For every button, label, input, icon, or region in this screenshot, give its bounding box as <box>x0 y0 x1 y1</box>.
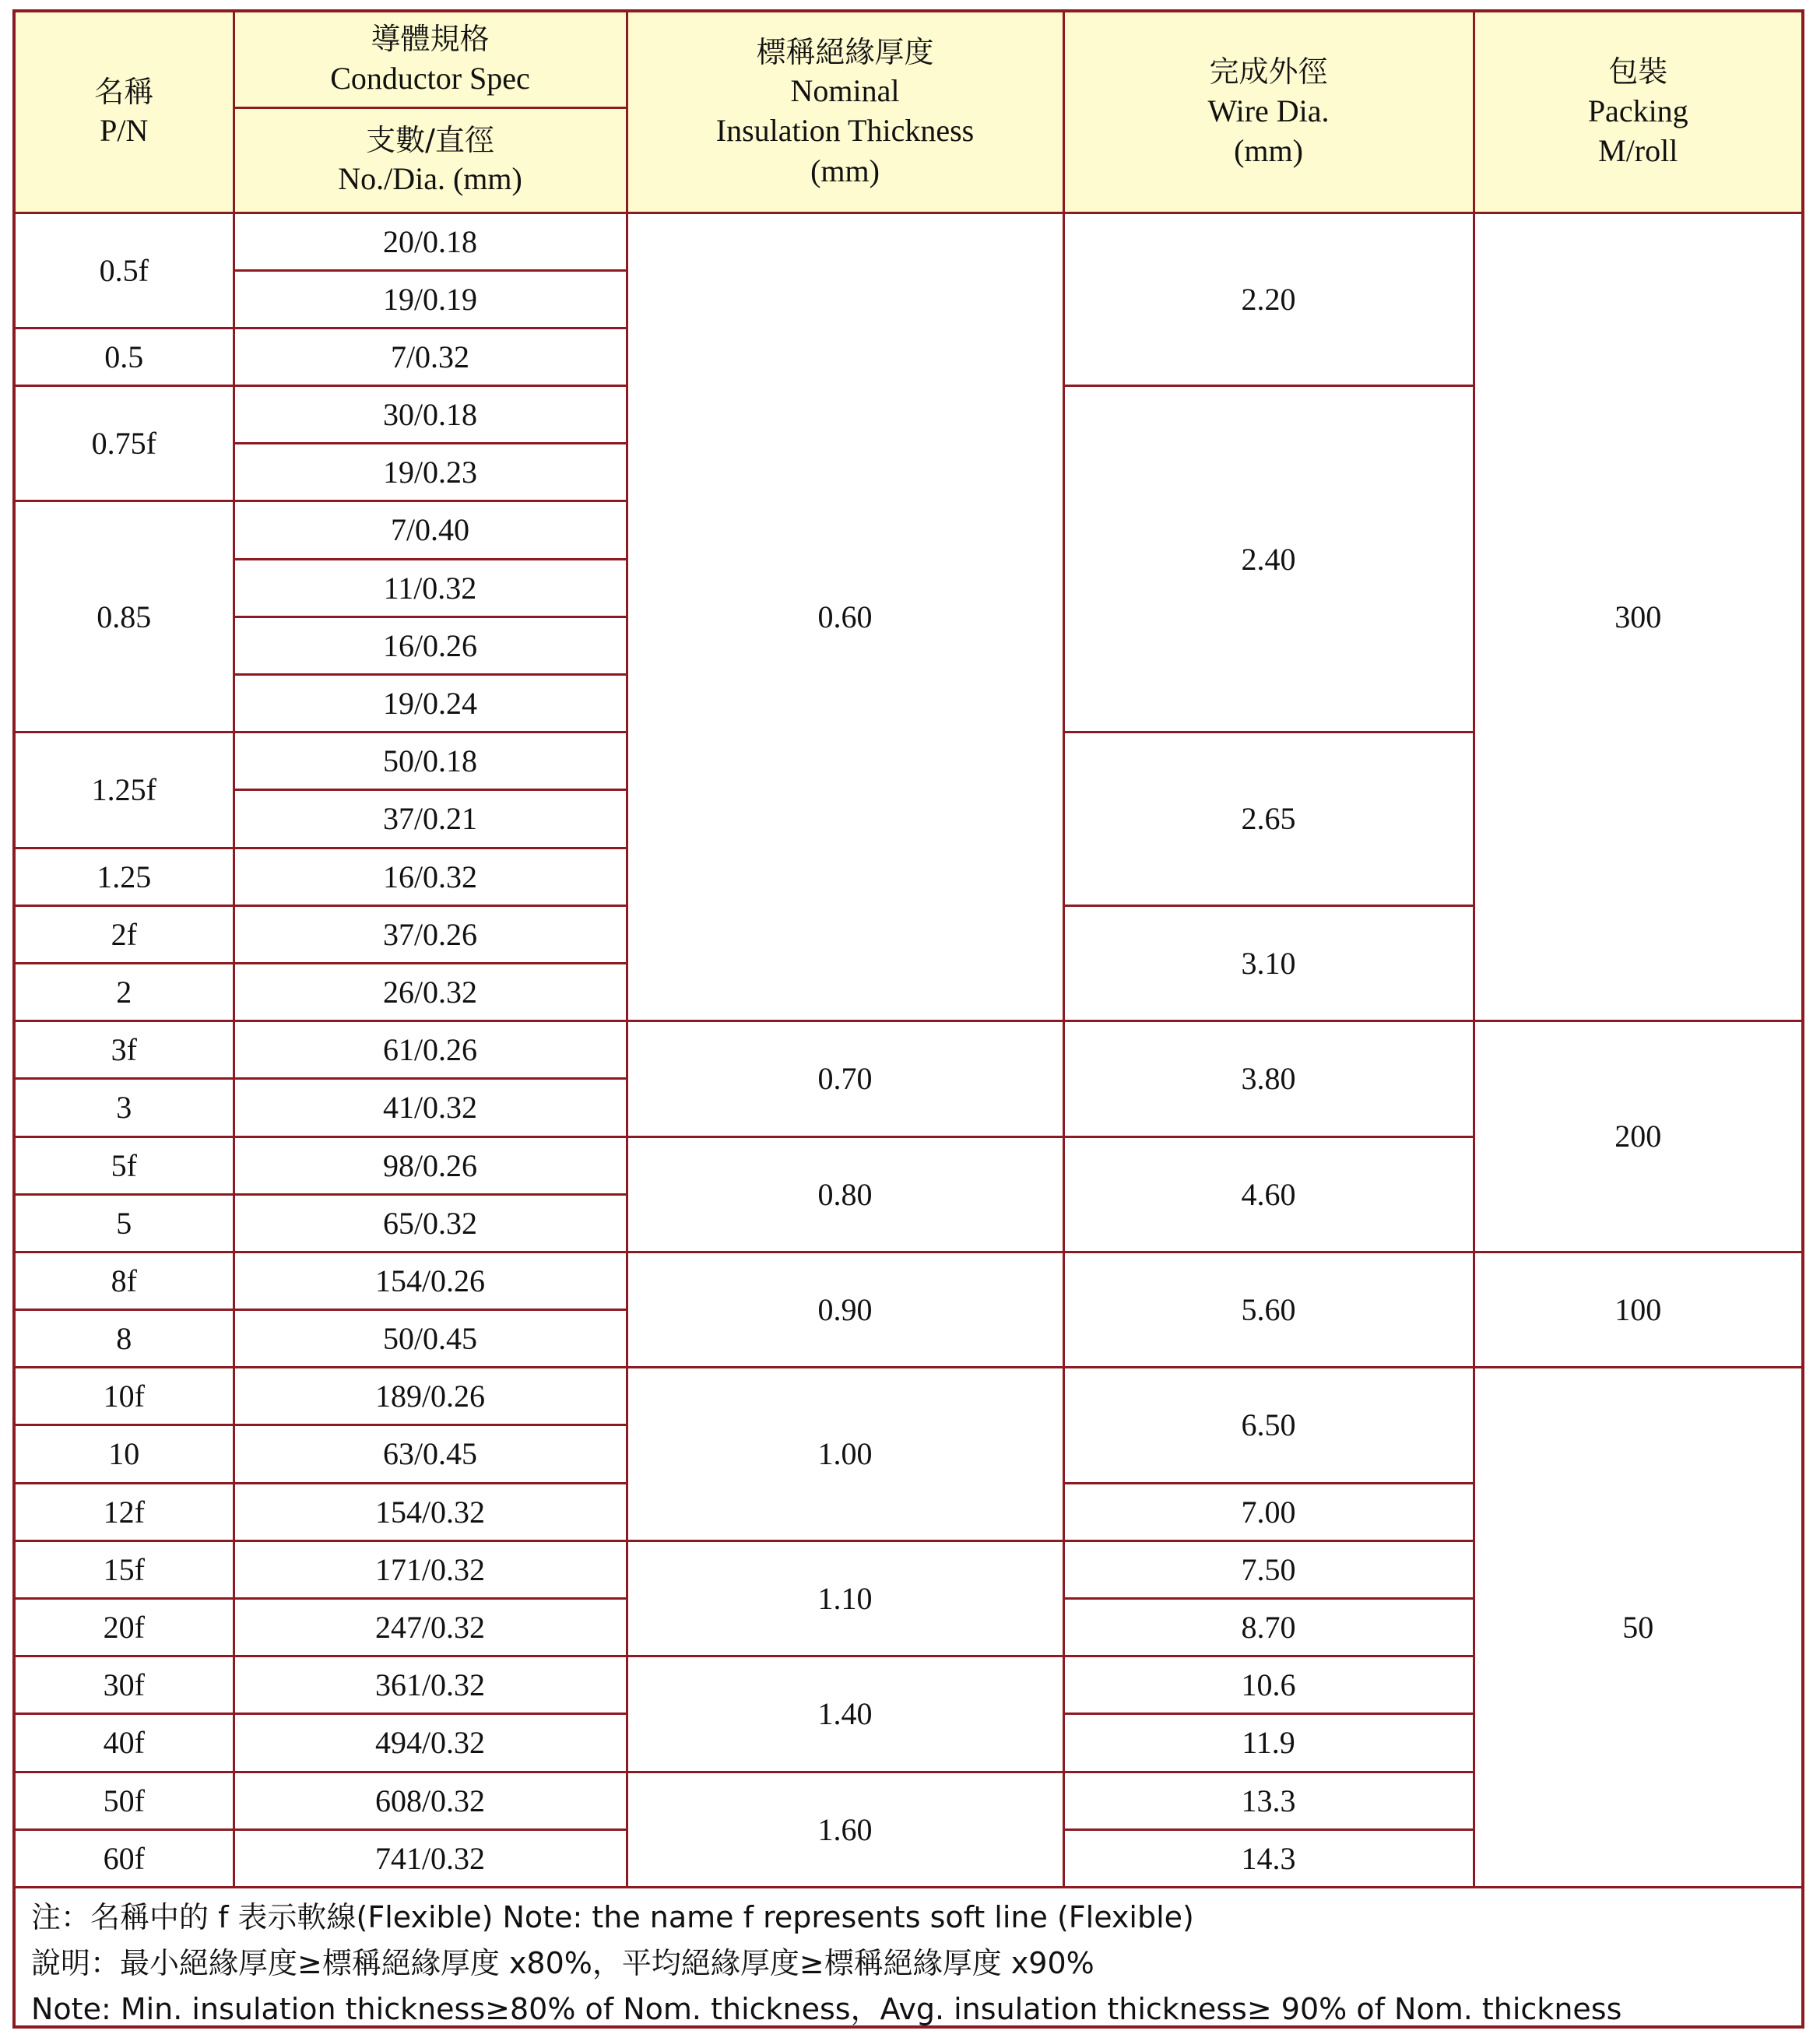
strand-cell: 50/0.45 <box>234 1310 627 1368</box>
wire-dia-cell: 14.3 <box>1063 1829 1474 1887</box>
packing-cell: 200 <box>1474 1021 1801 1252</box>
header-strand-en: No./Dia. (mm) <box>338 161 522 197</box>
insulation-cell: 0.60 <box>627 213 1063 1021</box>
strand-cell: 30/0.18 <box>234 386 627 444</box>
pn-cell: 12f <box>16 1483 234 1540</box>
strand-cell: 20/0.18 <box>234 213 627 270</box>
pn-cell: 2f <box>16 905 234 963</box>
pn-cell: 5 <box>16 1194 234 1252</box>
insulation-cell: 0.80 <box>627 1136 1063 1252</box>
pn-cell: 5f <box>16 1136 234 1194</box>
wire-dia-cell: 2.40 <box>1063 386 1474 732</box>
wire-dia-cell: 2.20 <box>1063 213 1474 386</box>
table-row <box>16 1368 1801 1425</box>
pn-cell: 2 <box>16 963 234 1020</box>
strand-cell: 16/0.32 <box>234 848 627 905</box>
pn-cell: 8 <box>16 1310 234 1368</box>
header-strand <box>234 107 627 213</box>
header-insulation <box>627 12 1063 213</box>
note-flexible: 注：名稱中的 f 表示軟線(Flexible) Note: the name f represents soft line (Flexible) <box>31 1900 1194 1934</box>
pn-cell: 0.5f <box>16 213 234 328</box>
strand-cell: 19/0.23 <box>234 444 627 501</box>
wire-dia-cell: 2.65 <box>1063 732 1474 906</box>
pn-cell: 15f <box>16 1540 234 1598</box>
insulation-cell: 1.00 <box>627 1368 1063 1541</box>
strand-cell: 26/0.32 <box>234 963 627 1020</box>
pn-cell: 60f <box>16 1829 234 1887</box>
spec-table-frame <box>12 9 1804 2029</box>
pn-cell: 3f <box>16 1021 234 1079</box>
strand-cell: 7/0.40 <box>234 501 627 559</box>
header-packing <box>1474 12 1801 213</box>
header-conductor-en: Conductor Spec <box>330 60 530 96</box>
wire-dia-cell: 10.6 <box>1063 1656 1474 1714</box>
insulation-cell: 1.60 <box>627 1772 1063 1887</box>
wire-dia-cell: 13.3 <box>1063 1772 1474 1829</box>
strand-cell: 16/0.26 <box>234 617 627 674</box>
strand-cell: 608/0.32 <box>234 1772 627 1829</box>
note-insulation-zh: 說明：最小絕緣厚度≥標稱絕緣厚度 x80%，平均絕緣厚度≥標稱絕緣厚度 x90% <box>31 1946 1094 1980</box>
note-insulation-en: Note: Min. insulation thickness≥80% of Nom. thickness，Avg. insulation thickness≥ 90% of Nom. thickness <box>31 1992 1622 2026</box>
wire-spec-table <box>16 12 1801 1888</box>
strand-cell: 741/0.32 <box>234 1829 627 1887</box>
pn-cell: 0.85 <box>16 501 234 732</box>
packing-cell: 100 <box>1474 1252 1801 1367</box>
wire-dia-cell: 6.50 <box>1063 1368 1474 1483</box>
pn-cell: 8f <box>16 1252 234 1309</box>
strand-cell: 50/0.18 <box>234 732 627 790</box>
header-wire-dia-unit: (mm) <box>1234 133 1303 169</box>
strand-cell: 154/0.32 <box>234 1483 627 1540</box>
pn-cell: 10f <box>16 1368 234 1425</box>
wire-dia-cell: 3.80 <box>1063 1021 1474 1136</box>
pn-cell: 0.75f <box>16 386 234 501</box>
wire-dia-cell: 8.70 <box>1063 1599 1474 1656</box>
notes-section <box>31 1895 1794 2032</box>
header-insulation-en2: Insulation Thickness <box>715 113 975 149</box>
header-packing-unit: M/roll <box>1598 133 1678 169</box>
packing-cell: 300 <box>1474 213 1801 1021</box>
insulation-cell: 1.10 <box>627 1540 1063 1656</box>
pn-cell: 40f <box>16 1714 234 1772</box>
insulation-cell: 0.70 <box>627 1021 1063 1136</box>
header-conductor <box>234 12 627 107</box>
strand-cell: 63/0.45 <box>234 1425 627 1483</box>
pn-cell: 3 <box>16 1079 234 1136</box>
strand-cell: 61/0.26 <box>234 1021 627 1079</box>
header-conductor-zh: 導體規格 <box>371 22 490 57</box>
strand-cell: 247/0.32 <box>234 1599 627 1656</box>
strand-cell: 19/0.24 <box>234 675 627 732</box>
strand-cell: 37/0.21 <box>234 790 627 848</box>
strand-cell: 11/0.32 <box>234 559 627 617</box>
table-row <box>16 213 1801 270</box>
wire-dia-cell: 7.00 <box>1063 1483 1474 1540</box>
header-packing-zh: 包裝 <box>1608 54 1668 90</box>
header-insulation-unit: (mm) <box>810 153 880 188</box>
packing-cell: 50 <box>1474 1368 1801 1888</box>
header-insulation-en1: Nominal <box>790 73 900 109</box>
header-packing-en: Packing <box>1587 93 1688 128</box>
strand-cell: 65/0.32 <box>234 1194 627 1252</box>
strand-cell: 19/0.19 <box>234 270 627 328</box>
insulation-cell: 0.90 <box>627 1252 1063 1367</box>
strand-cell: 7/0.32 <box>234 328 627 385</box>
wire-dia-cell: 11.9 <box>1063 1714 1474 1772</box>
pn-cell: 0.5 <box>16 328 234 385</box>
strand-cell: 494/0.32 <box>234 1714 627 1772</box>
strand-cell: 154/0.26 <box>234 1252 627 1309</box>
wire-dia-cell: 3.10 <box>1063 905 1474 1020</box>
table-body <box>16 213 1801 1888</box>
insulation-cell: 1.40 <box>627 1656 1063 1772</box>
wire-dia-cell: 5.60 <box>1063 1252 1474 1367</box>
header-strand-zh: 支數/直徑 <box>366 122 494 157</box>
pn-cell: 10 <box>16 1425 234 1483</box>
strand-cell: 361/0.32 <box>234 1656 627 1714</box>
strand-cell: 171/0.32 <box>234 1540 627 1598</box>
strand-cell: 189/0.26 <box>234 1368 627 1425</box>
pn-cell: 1.25 <box>16 848 234 905</box>
header-pn-en: P/N <box>100 113 149 149</box>
wire-dia-cell: 4.60 <box>1063 1136 1474 1252</box>
strand-cell: 98/0.26 <box>234 1136 627 1194</box>
table-row <box>16 1252 1801 1309</box>
header-wire-dia-zh: 完成外徑 <box>1209 54 1328 90</box>
pn-cell: 20f <box>16 1599 234 1656</box>
table-row <box>16 1021 1801 1079</box>
header-wire-dia <box>1063 12 1474 213</box>
header-wire-dia-en: Wire Dia. <box>1207 93 1330 128</box>
header-pn <box>16 12 234 213</box>
table-header <box>16 12 1801 213</box>
header-pn-zh: 名稱 <box>94 74 154 109</box>
header-insulation-zh: 標稱絕緣厚度 <box>756 34 934 69</box>
wire-dia-cell: 7.50 <box>1063 1540 1474 1598</box>
strand-cell: 41/0.32 <box>234 1079 627 1136</box>
pn-cell: 1.25f <box>16 732 234 848</box>
pn-cell: 30f <box>16 1656 234 1714</box>
strand-cell: 37/0.26 <box>234 905 627 963</box>
pn-cell: 50f <box>16 1772 234 1829</box>
